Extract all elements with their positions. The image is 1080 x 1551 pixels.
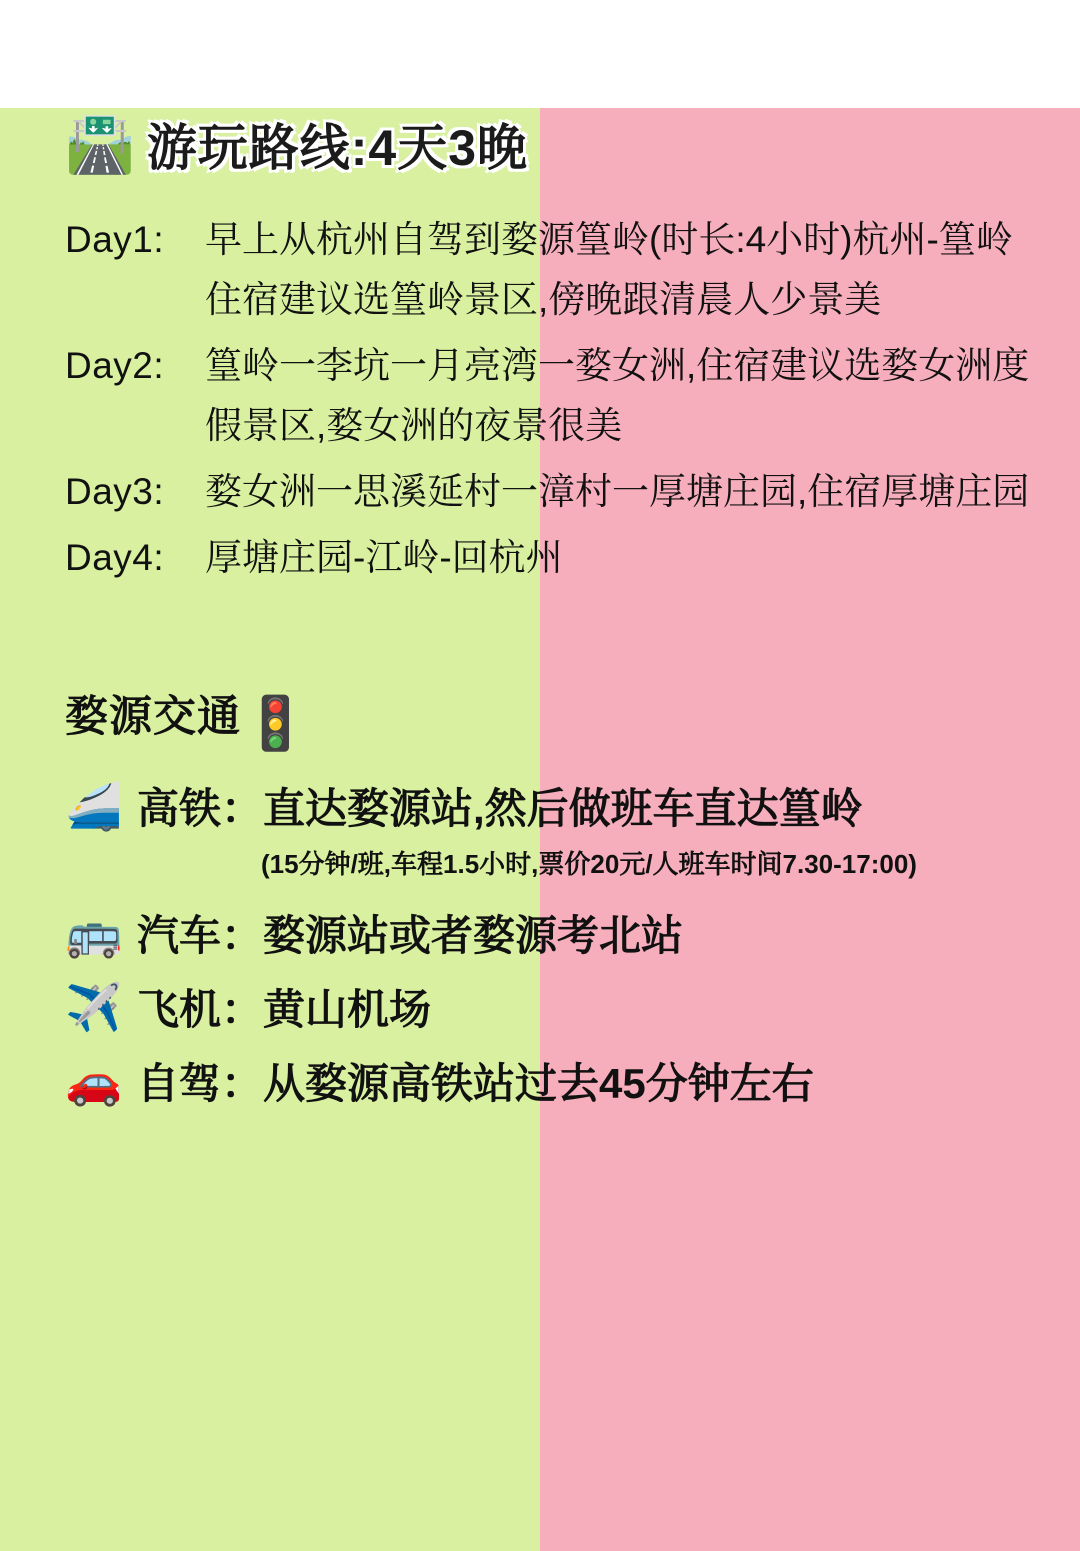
list-item [65,210,1040,330]
list-item [65,462,1040,522]
traffic-item-text: 飞机：黄山机场 [137,985,432,1033]
list-item [65,977,1040,1037]
page-title-text: 游玩路线:4天3晚 [146,120,528,176]
day-label: Day4: [65,536,165,578]
winding-road-icon: 🛣️ [65,112,135,175]
traffic-light-icon: 🚦 [243,694,308,753]
airplane-icon: ✈️ [65,980,123,1033]
high-speed-train-icon: 🚄 [65,779,123,832]
day-label: Day1: [65,219,165,260]
traffic-item-text: 汽车：婺源站或者婺源考北站 [137,911,684,959]
traffic-item-text: 自驾：从婺源高铁站过去45分钟左右 [137,1059,814,1107]
day-text: 早上从杭州自驾到婺源篁岭(时长:4小时)杭州-篁岭住宿建议选篁岭景区,傍晚跟清晨人少景美 [205,219,1013,320]
bus-icon: 🚌 [65,906,123,959]
poster-content [0,108,1080,1111]
traffic-section-heading [65,683,1040,753]
day-label: Day3: [65,470,165,512]
day-label: Day2: [65,344,165,386]
traffic-list [65,776,1040,1111]
day-text: 厚塘庄园-江岭-回杭州 [205,536,563,578]
traffic-item-text: 高铁：直达婺源站,然后做班车直达篁岭 [137,784,863,832]
list-item [65,1051,1040,1111]
traffic-heading-text: 婺源交通 [65,692,241,741]
list-item [65,336,1040,456]
day-text: 篁岭一李坑一月亮湾一婺女洲,住宿建议选婺女洲度假景区,婺女洲的夜景很美 [205,344,1030,446]
list-item [65,528,1040,588]
day-text: 婺女洲一思溪延村一漳村一厚塘庄园,住宿厚塘庄园 [205,470,1030,512]
itinerary-list [65,210,1040,588]
traffic-item-note: (15分钟/班,车程1.5小时,票价20元/人班车时间7.30-17:00) [261,848,917,879]
list-item [65,776,1040,836]
car-icon: 🚗 [65,1054,123,1107]
list-item [65,903,1040,963]
page-title [65,108,1040,180]
